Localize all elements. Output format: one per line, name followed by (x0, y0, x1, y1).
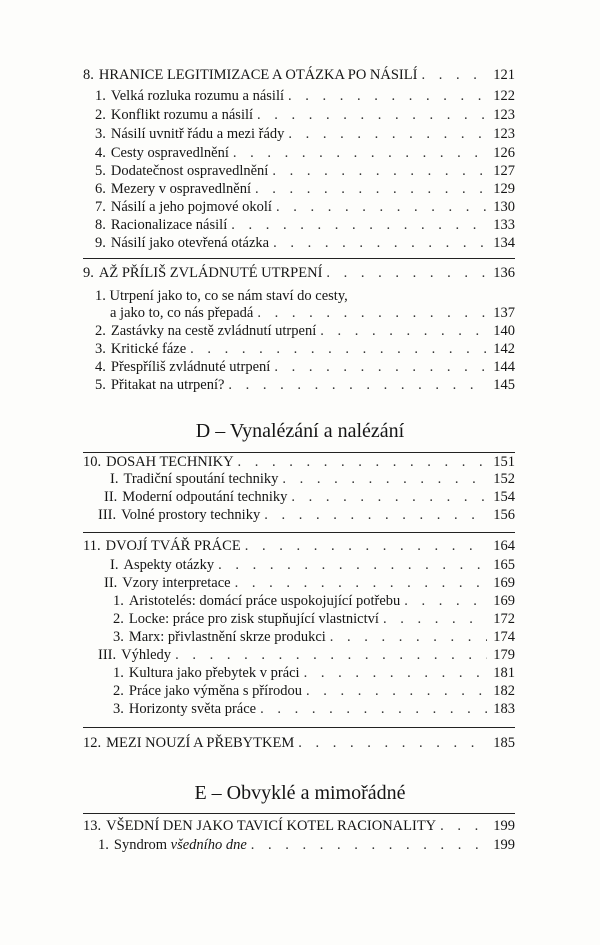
toc-entry[interactable]: 7. Násilí a jeho pojmové okolí . . . 130 (95, 198, 515, 217)
toc-entry[interactable]: I. Aspekty otázky . . . 165 (110, 556, 515, 575)
toc-entry[interactable]: 9. Násilí jako otevřená otázka . . . 134 (95, 234, 515, 253)
part-heading-e: E – Obvyklé a mimořádné (194, 782, 406, 804)
toc-chapter-11[interactable]: 11. DVOJÍ TVÁŘ PRÁCE . . . 164 (83, 537, 515, 556)
toc-entry[interactable]: III. Výhledy . . . 179 (98, 646, 515, 665)
divider (83, 727, 515, 728)
toc-chapter-13[interactable]: 13. VŠEDNÍ DEN JAKO TAVICÍ KOTEL RACIONALITY . . . 199 (83, 817, 515, 836)
toc-entry[interactable]: 1. Aristotelés: domácí práce uspokojující potřebu . . . 169 (113, 592, 515, 611)
toc-entry[interactable]: 1. Velká rozluka rozumu a násilí . . . 122 (95, 87, 515, 106)
toc-chapter-10[interactable]: 10. DOSAH TECHNIKY . . . 151 (83, 453, 515, 472)
toc-entry[interactable]: II. Vzory interpretace . . . 169 (104, 574, 515, 593)
toc-entry[interactable]: II. Moderní odpoutání techniky . . . 154 (104, 488, 515, 507)
toc-entry[interactable]: 3. Marx: přivlastnění skrze produkci . . . 174 (113, 628, 515, 647)
toc-chapter-8[interactable]: 8. HRANICE LEGITIMIZACE A OTÁZKA PO NÁSILÍ . . . 121 (83, 66, 515, 85)
toc-entry-line2[interactable]: a jako to, co nás přepadá . . . 137 (110, 304, 515, 323)
toc-entry[interactable]: 5. Přitakat na utrpení? . . . 145 (95, 376, 515, 395)
toc-entry[interactable]: 3. Kritické fáze . . . 142 (95, 340, 515, 359)
toc-entry-line1[interactable]: 1. Utrpení jako to, co se nám staví do cesty, (95, 288, 348, 304)
toc-entry[interactable]: 2. Práce jako výměna s přírodou . . . 182 (113, 682, 515, 701)
toc-entry[interactable]: I. Tradiční spoutání techniky . . . 152 (110, 470, 515, 489)
toc-chapter-12[interactable]: 12. MEZI NOUZÍ A PŘEBYTKEM . . . 185 (83, 734, 515, 753)
toc-entry[interactable]: 6. Mezery v ospravedlnění . . . 129 (95, 180, 515, 199)
toc-entry[interactable]: 2. Zastávky na cestě zvládnutí utrpení . . . 140 (95, 322, 515, 341)
divider (83, 813, 515, 814)
toc-entry[interactable]: 1. Kultura jako přebytek v práci . . . 181 (113, 664, 515, 683)
toc-entry[interactable]: 2. Konflikt rozumu a násilí . . . 123 (95, 106, 515, 125)
toc-entry[interactable]: 3. Násilí uvnitř řádu a mezi řády . . . 123 (95, 125, 515, 144)
toc-chapter-9[interactable]: 9. AŽ PŘÍLIŠ ZVLÁDNUTÉ UTRPENÍ . . . 136 (83, 264, 515, 283)
toc-entry[interactable]: 5. Dodatečnost ospravedlnění . . . 127 (95, 162, 515, 181)
toc-entry[interactable]: 8. Racionalizace násilí . . . 133 (95, 216, 515, 235)
toc-entry[interactable]: III. Volné prostory techniky . . . 156 (98, 506, 515, 525)
toc-entry[interactable]: 3. Horizonty světa práce . . . 183 (113, 700, 515, 719)
toc-entry[interactable]: 1. Syndrom všedního dne . . . 199 (98, 836, 515, 855)
divider (83, 258, 515, 259)
toc-entry[interactable]: 4. Cesty ospravedlnění . . . 126 (95, 144, 515, 163)
toc-entry[interactable]: 4. Přespříliš zvládnuté utrpení . . . 144 (95, 358, 515, 377)
part-heading-d: D – Vynalézání a nalézání (195, 420, 405, 442)
toc-entry[interactable]: 2. Locke: práce pro zisk stupňující vlastnictví . . . 172 (113, 610, 515, 629)
divider (83, 532, 515, 533)
